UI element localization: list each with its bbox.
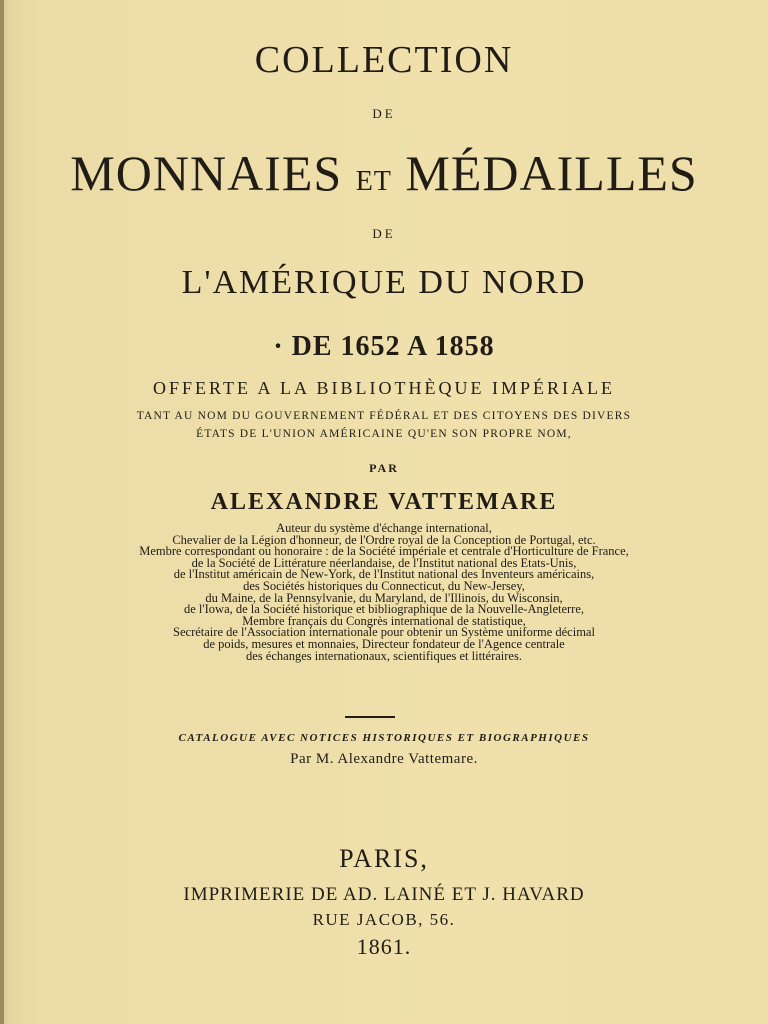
imprint-year: 1861. <box>356 934 412 959</box>
author-title-line: de poids, mesures et monnaies, Directeur fondateur de l'Agence centrale <box>203 636 565 651</box>
title-word-monnaies: MONNAIES <box>70 145 343 201</box>
heading-collection: COLLECTION <box>254 39 514 81</box>
author-title-line: du Maine, de la Pennsylvanie, du Maryland, de l'Illinois, du Wisconsin, <box>205 590 563 605</box>
connector-de-2: DE <box>372 226 396 241</box>
author-titles <box>0 523 768 662</box>
catalogue-line: CATALOGUE AVEC NOTICES HISTORIQUES ET BIOGRAPHIQUES <box>178 732 590 744</box>
author-title-line: de l'Institut américain de New-York, de l'Institut national des Inventeurs américains, <box>173 567 595 582</box>
catalogue-author: Par M. Alexandre Vattemare. <box>290 751 478 767</box>
author-title-line: des Sociétés historiques du Connecticut, du New-Jersey, <box>243 578 525 593</box>
author-name: ALEXANDRE VATTEMARE <box>210 489 558 515</box>
imprint-street: RUE JACOB, 56. <box>312 910 456 929</box>
connector-de: DE <box>372 106 396 121</box>
author-title-line: Chevalier de la Légion d'honneur, de l'Ordre royal de la Conception de Portugal, etc. <box>172 532 596 547</box>
author-title-line: Membre français du Congrès international de statistique, <box>242 613 526 628</box>
par-label: PAR <box>369 461 399 475</box>
imprint-printer: IMPRIMERIE DE AD. LAINÉ ET J. HAVARD <box>183 884 585 905</box>
title-word-et: ET <box>355 166 392 197</box>
divider-rule <box>345 716 395 718</box>
dedication-line-2: ÉTATS DE L'UNION AMÉRICAINE QU'EN SON PROPRE NOM, <box>196 428 572 440</box>
author-title-line: des échanges internationaux, scientifiques et littéraires. <box>246 648 522 663</box>
author-title-line: de l'Iowa, de la Société historique et bibliographique de la Nouvelle-Angleterre, <box>183 602 585 617</box>
author-title-line: Membre correspondant ou honoraire : de la Société impériale et centrale d'Horticulture de France, <box>139 544 629 559</box>
author-title-line: Secrétaire de l'Association internationale pour obtenir un Système uniforme décimal <box>173 625 595 640</box>
subtitle-amerique: L'AMÉRIQUE DU NORD <box>181 264 587 301</box>
offerte-line: OFFERTE A LA BIBLIOTHÈQUE IMPÉRIALE <box>153 378 615 398</box>
author-title-line: de la Société de Littérature néerlandaise, de l'Institut national des Etats-Unis, <box>191 555 577 570</box>
dedication-line-1: TANT AU NOM DU GOUVERNEMENT FÉDÉRAL ET DES CITOYENS DES DIVERS <box>136 410 632 422</box>
date-range: · DE 1652 A 1858 <box>273 331 495 362</box>
imprint-city: PARIS, <box>339 844 429 873</box>
title-word-medailles: MÉDAILLES <box>405 145 698 201</box>
main-title <box>0 144 768 202</box>
author-title-line: Auteur du système d'échange international, <box>276 521 492 535</box>
